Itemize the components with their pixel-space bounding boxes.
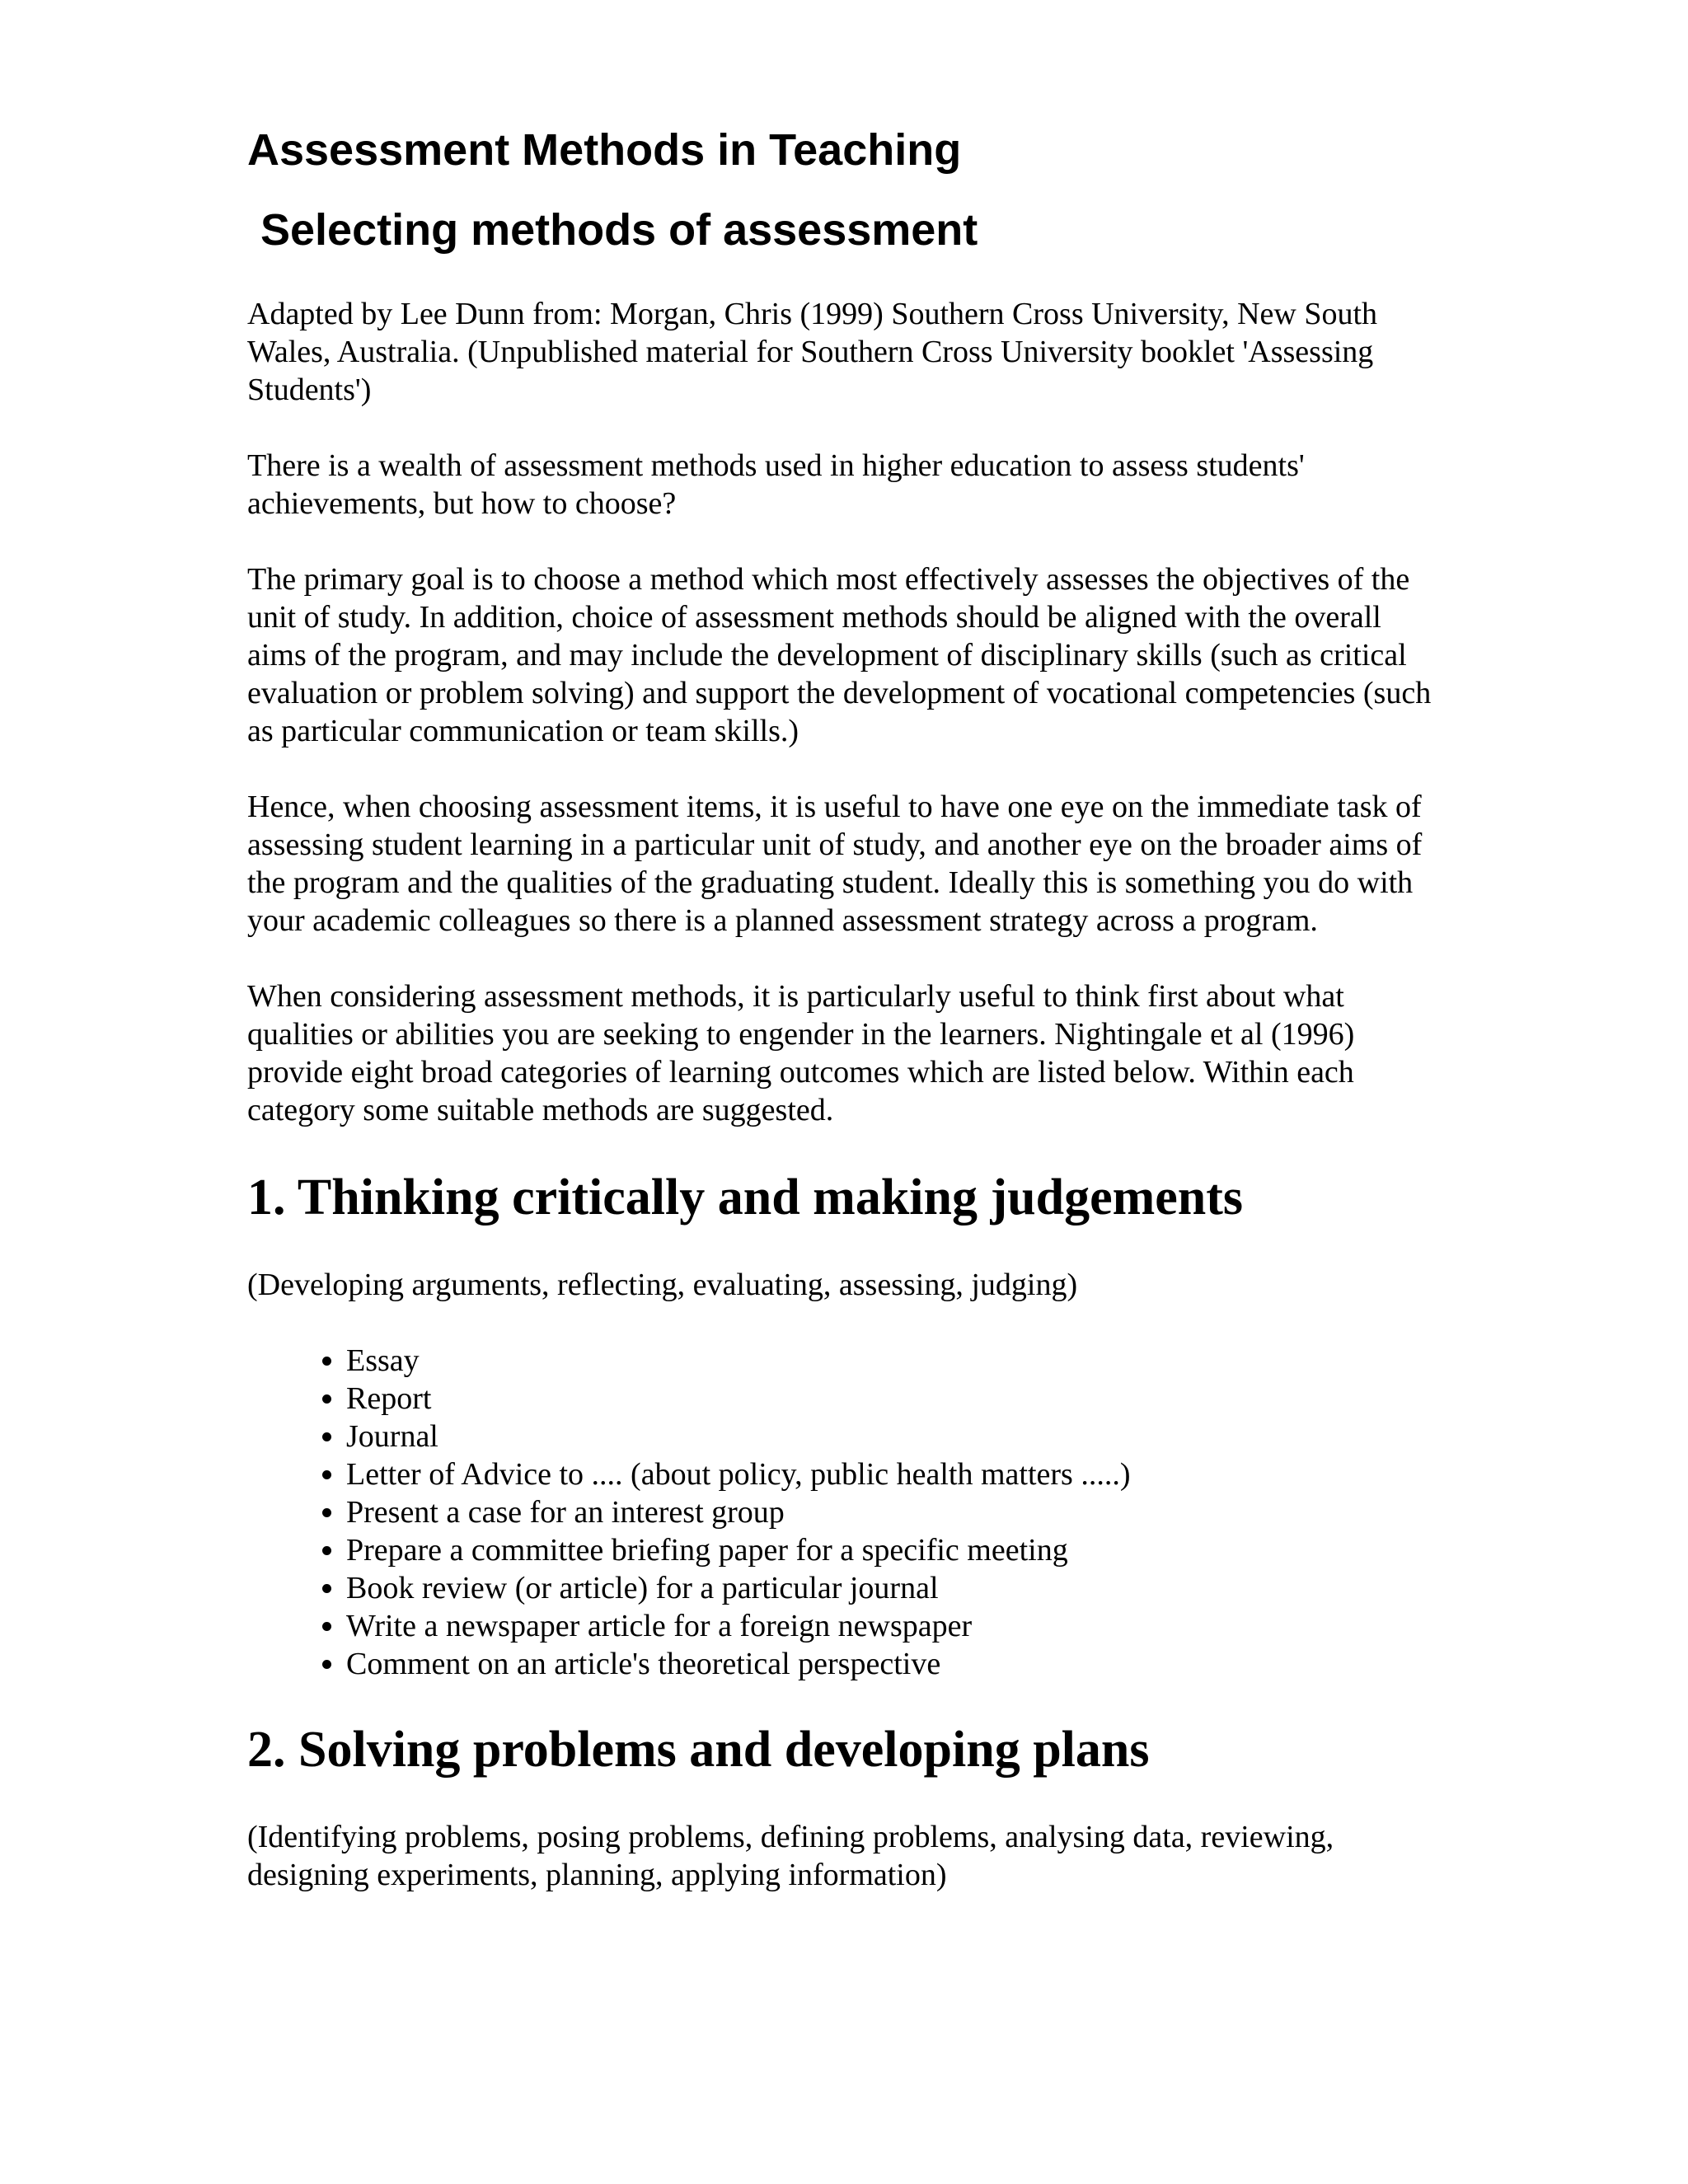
section-2-heading: 2. Solving problems and developing plans [247, 1721, 1150, 1778]
considering-methods-paragraph: When considering assessment methods, it is particularly useful to think first about what qualities or abilities you are seeking to engender in the learners. Nightingale et al (1996) provide eight broad categories of learning outcomes which are listed below. Within each category some suitable methods are suggested. [247, 978, 1355, 1127]
document-subtitle: Selecting methods of assessment [260, 204, 978, 255]
primary-goal-paragraph: The primary goal is to choose a method which most effectively assesses the objectives of the unit of study. In addition, choice of assessment methods should be aligned with the overall aims of the program, and may include the development of disciplinary skills (such as critical evaluation or problem solving) and support the development of vocational competencies (such as particular communication or team skills.) [247, 561, 1432, 748]
list-item: • Book review (or article) for a particular journal [346, 1569, 1442, 1607]
document-page [247, 124, 1442, 1932]
document-title: Assessment Methods in Teaching [247, 125, 962, 175]
choosing-items-paragraph: Hence, when choosing assessment items, it is useful to have one eye on the immediate task of assessing student learning in a particular unit of study, and another eye on the broader aims of the program and the qualities of the graduating student. Ideally this is something you do with your academic colleagues so there is a planned assessment strategy across a program. [247, 789, 1423, 938]
attribution-paragraph: Adapted by Lee Dunn from: Morgan, Chris (1999) Southern Cross University, New South Wales, Australia. (Unpublished material for Southern Cross University booklet 'Assessing Students') [247, 296, 1378, 407]
section-1-heading: 1. Thinking critically and making judgements [247, 1169, 1244, 1226]
section-1-description: (Developing arguments, reflecting, evaluating, assessing, judging) [247, 1267, 1078, 1302]
list-item: • Comment on an article's theoretical perspective [346, 1645, 1442, 1683]
list-item: • Report [346, 1380, 1442, 1418]
list-item: • Write a newspaper article for a foreign newspaper [346, 1607, 1442, 1645]
list-item: • Essay [346, 1342, 1442, 1380]
list-item: • Prepare a committee briefing paper for a specific meeting [346, 1531, 1442, 1569]
list-item: • Letter of Advice to .... (about policy, public health matters .....) [346, 1455, 1442, 1493]
list-item: • Journal [346, 1418, 1442, 1455]
section-2-description: (Identifying problems, posing problems, defining problems, analysing data, reviewing, designing experiments, planning, applying information) [247, 1820, 1334, 1893]
list-item: • Present a case for an interest group [346, 1493, 1442, 1531]
section-1-method-list [247, 1342, 1442, 1683]
intro-paragraph: There is a wealth of assessment methods used in higher education to assess students' achievements, but how to choose? [247, 448, 1305, 521]
